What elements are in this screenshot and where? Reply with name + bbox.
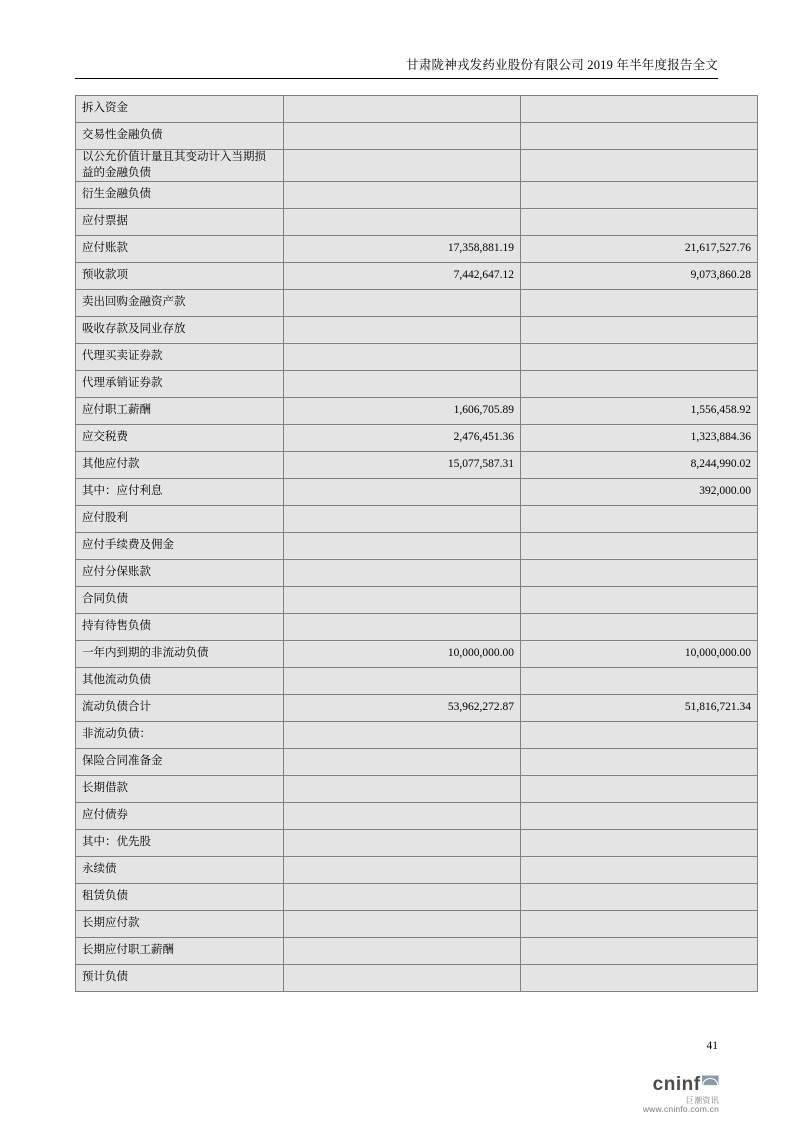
row-value-period-start [521,290,758,317]
table-row [76,479,758,506]
row-value-period-end [284,371,521,398]
row-value-period-start: 392,000.00 [521,479,758,506]
header-divider [75,78,718,79]
page-number: 41 [706,1040,718,1052]
row-value-period-end: 2,476,451.36 [284,425,521,452]
row-value-period-end [284,123,521,150]
table-row [76,641,758,668]
row-label: 衍生金融负债 [76,182,284,209]
row-value-period-end [284,344,521,371]
table-row [76,830,758,857]
table-row [76,263,758,290]
row-value-period-start [521,776,758,803]
row-value-period-end [284,884,521,911]
table-row [76,695,758,722]
row-value-period-end [284,182,521,209]
row-value-period-start: 1,323,884.36 [521,425,758,452]
row-label: 长期应付职工薪酬 [76,938,284,965]
row-value-period-end [284,776,521,803]
row-value-period-end [284,614,521,641]
row-value-period-start [521,830,758,857]
row-label: 其中：优先股 [76,830,284,857]
row-value-period-end [284,209,521,236]
row-label: 应付债券 [76,803,284,830]
row-value-period-end [284,803,521,830]
row-label: 应付分保账款 [76,560,284,587]
row-value-period-end [284,722,521,749]
table-body [76,96,758,992]
row-value-period-end: 7,442,647.12 [284,263,521,290]
table-row [76,425,758,452]
row-label: 代理承销证券款 [76,371,284,398]
row-label: 应付职工薪酬 [76,398,284,425]
row-label: 租赁负债 [76,884,284,911]
cninfo-logo [643,1074,719,1115]
row-value-period-start [521,911,758,938]
row-value-period-end [284,290,521,317]
row-label: 应付票据 [76,209,284,236]
row-label: 一年内到期的非流动负债 [76,641,284,668]
row-value-period-start [521,123,758,150]
table-row [76,317,758,344]
row-value-period-start [521,803,758,830]
page-header: 甘肃陇神戎发药业股份有限公司 2019 年半年度报告全文 [406,58,718,72]
row-label: 应付手续费及佣金 [76,533,284,560]
row-value-period-end [284,911,521,938]
row-value-period-end: 1,606,705.89 [284,398,521,425]
row-value-period-end [284,560,521,587]
logo-url: www.cninfo.com.cn [642,1104,719,1115]
row-value-period-start: 1,556,458.92 [521,398,758,425]
row-value-period-end: 17,358,881.19 [284,236,521,263]
table-row [76,560,758,587]
row-value-period-end [284,749,521,776]
row-value-period-end [284,533,521,560]
row-label: 预收款项 [76,263,284,290]
row-label: 长期应付款 [76,911,284,938]
table-row [76,587,758,614]
row-value-period-end [284,857,521,884]
row-value-period-start: 10,000,000.00 [521,641,758,668]
logo-subtitle: 巨潮资讯 [685,1095,719,1105]
row-label: 以公允价值计量且其变动计入当期损益的金融负债 [76,150,284,182]
row-value-period-start [521,668,758,695]
table-row [76,344,758,371]
row-value-period-end [284,506,521,533]
table-row [76,965,758,992]
row-value-period-start: 9,073,860.28 [521,263,758,290]
row-value-period-end [284,965,521,992]
row-value-period-start [521,857,758,884]
row-value-period-start [521,884,758,911]
row-label: 永续债 [76,857,284,884]
row-label: 非流动负债： [76,722,284,749]
row-value-period-start [521,938,758,965]
row-value-period-start: 21,617,527.76 [521,236,758,263]
row-label: 合同负债 [76,587,284,614]
table-row [76,290,758,317]
row-label: 卖出回购金融资产款 [76,290,284,317]
row-label: 拆入资金 [76,96,284,123]
row-value-period-start: 8,244,990.02 [521,452,758,479]
row-value-period-start [521,150,758,182]
row-value-period-start [521,209,758,236]
row-label: 应交税费 [76,425,284,452]
row-value-period-start [521,587,758,614]
row-value-period-end [284,587,521,614]
row-value-period-start [521,965,758,992]
table-row [76,884,758,911]
row-value-period-start [521,344,758,371]
row-value-period-end [284,479,521,506]
table-row [76,182,758,209]
table-row [76,452,758,479]
table-row [76,150,758,182]
row-value-period-start [521,533,758,560]
table-row [76,123,758,150]
row-value-period-start: 51,816,721.34 [521,695,758,722]
row-label: 吸收存款及同业存放 [76,317,284,344]
row-label: 代理买卖证券款 [76,344,284,371]
table-row [76,236,758,263]
row-value-period-start [521,722,758,749]
table-row [76,96,758,123]
table-row [76,371,758,398]
table-row [76,803,758,830]
row-value-period-start [521,749,758,776]
row-label: 预计负债 [76,965,284,992]
table-row [76,938,758,965]
table-row [76,722,758,749]
table-row [76,533,758,560]
row-value-period-end [284,317,521,344]
row-value-period-start [521,96,758,123]
row-label: 持有待售负债 [76,614,284,641]
row-value-period-start [521,506,758,533]
row-value-period-start [521,560,758,587]
table-row [76,398,758,425]
table-row [76,209,758,236]
table-row [76,776,758,803]
logo-mark-icon: ◚ [699,1074,720,1095]
table-row [76,614,758,641]
balance-sheet-table [75,95,758,992]
logo-wordmark: cninf [652,1074,701,1095]
row-value-period-start [521,317,758,344]
row-label: 其中：应付利息 [76,479,284,506]
row-label: 长期借款 [76,776,284,803]
row-label: 其他流动负债 [76,668,284,695]
row-value-period-start [521,614,758,641]
row-label: 保险合同准备金 [76,749,284,776]
table-row [76,506,758,533]
row-value-period-end [284,668,521,695]
row-value-period-end [284,830,521,857]
row-value-period-end: 53,962,272.87 [284,695,521,722]
row-value-period-end [284,938,521,965]
row-value-period-end: 15,077,587.31 [284,452,521,479]
row-label: 应付股利 [76,506,284,533]
row-value-period-end [284,96,521,123]
row-value-period-start [521,371,758,398]
table-row [76,911,758,938]
row-value-period-end: 10,000,000.00 [284,641,521,668]
row-label: 交易性金融负债 [76,123,284,150]
table-row [76,668,758,695]
row-label: 其他应付款 [76,452,284,479]
row-label: 应付账款 [76,236,284,263]
table-row [76,749,758,776]
row-value-period-end [284,150,521,182]
row-label: 流动负债合计 [76,695,284,722]
row-value-period-start [521,182,758,209]
table-row [76,857,758,884]
